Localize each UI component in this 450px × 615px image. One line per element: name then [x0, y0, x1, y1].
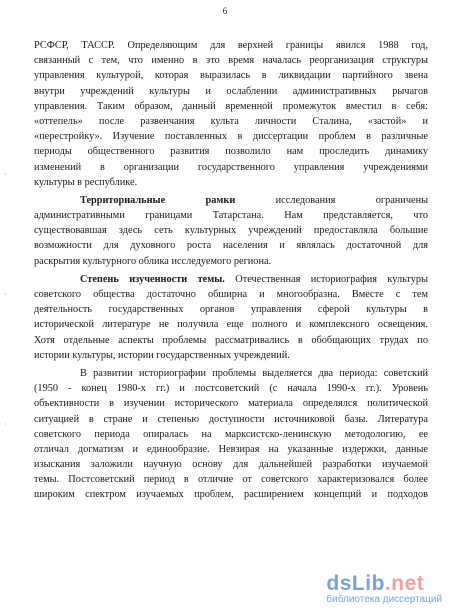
text-line: советского общества достаточно обширна и многообразна. Вместе с тем	[34, 289, 428, 300]
margin-mark: ·	[4, 290, 7, 299]
text-line: В развитии историографии проблемы выделяется два периода: советский	[80, 367, 428, 379]
text-line: деятельность государственных органов управления сферой культуры в	[34, 304, 428, 316]
text-line: периоды общественного развития позволило нам проследить динамику	[34, 146, 428, 158]
watermark-subtitle: библиотека диссертаций	[326, 594, 442, 605]
text-line: отличал догматизм и единообразие. Невзирая на указанные издержки, данные	[34, 443, 428, 455]
watermark-brand	[326, 572, 442, 596]
text-line: административными границами Татарстана. Нам представляется, что	[34, 210, 428, 222]
text-line: изыскания заложили научную основу для дальнейшей разработки изучаемой	[34, 459, 428, 471]
text-line: широким спектром изучаемых проблем, расширением концепций и подходов	[34, 489, 428, 501]
text-line: ситуацией в стране и степенью доступности источниковой базы. Литература	[34, 413, 428, 425]
text-line: «оттепель» после развенчания культа личности Сталина, «застой» и	[34, 115, 428, 127]
paragraph-lead-line	[34, 272, 428, 287]
text-line: исторической литературе не получила еще полного и комплексного освещения.	[34, 319, 428, 331]
text-line: Хотя отдельные аспекты проблемы рассматривались в обобщающих трудах по	[34, 334, 428, 346]
watermark-brand-domain: .net	[384, 572, 425, 595]
watermark-brand-name: dsLib	[326, 572, 385, 595]
text-line: связанный с тем, что именно в это время началась реорганизация структуры	[34, 55, 428, 67]
paragraph-lead-line	[34, 193, 428, 208]
text-line: раскрытия культурного облика исследуемого региона.	[34, 255, 272, 267]
text-line: управления. Таким образом, данный временной промежуток вместил в себя:	[34, 100, 428, 112]
text-line: управления культурой, которая выразилась в ликвидации партийного звена	[34, 70, 428, 82]
bold-heading: Территориальные рамки	[80, 194, 236, 206]
margin-mark: ·	[4, 420, 7, 429]
text-line: советского периода опиралась на марксистско-ленинскую методологию, ее	[34, 428, 428, 440]
text-line: культуры в республике.	[34, 176, 138, 188]
text-line: темы. Постсоветский период в отличие от советского характеризовался более	[34, 474, 428, 486]
text-fragment: исследования ограничены	[235, 194, 428, 206]
text-line: существовавшая здесь сеть культурных учреждений предоставляла большие	[34, 225, 428, 237]
watermark-logo	[326, 572, 442, 605]
text-line: «перестройку». Изучение поставленных в диссертации проблем в различные	[34, 131, 428, 143]
margin-mark: ·	[4, 170, 7, 179]
text-line: внутри учреждений культуры и ослаблении административных рычагов	[34, 85, 428, 97]
text-line: изменений в организации государственного управления учреждениями	[34, 161, 428, 173]
text-fragment: Отечественная историография культуры	[224, 273, 428, 285]
text-line: возможности для духовного роста населения и являлась достаточной для	[34, 240, 428, 252]
bold-heading: Степень изученности темы.	[80, 273, 225, 285]
text-line: (1950 - конец 1980-х гг.) и постсоветский (с начала 1990-х гг.). Уровень	[34, 383, 428, 395]
text-line: объективности в изучении исторического материала определялся политической	[34, 398, 428, 410]
page-number: 6	[222, 6, 228, 16]
body-text	[34, 38, 428, 503]
text-line: истории культуры, истории государственных учреждений.	[34, 349, 290, 361]
text-line: РСФСР, ТАССР. Определяющим для верхней границы явился 1988 год,	[34, 40, 428, 51]
